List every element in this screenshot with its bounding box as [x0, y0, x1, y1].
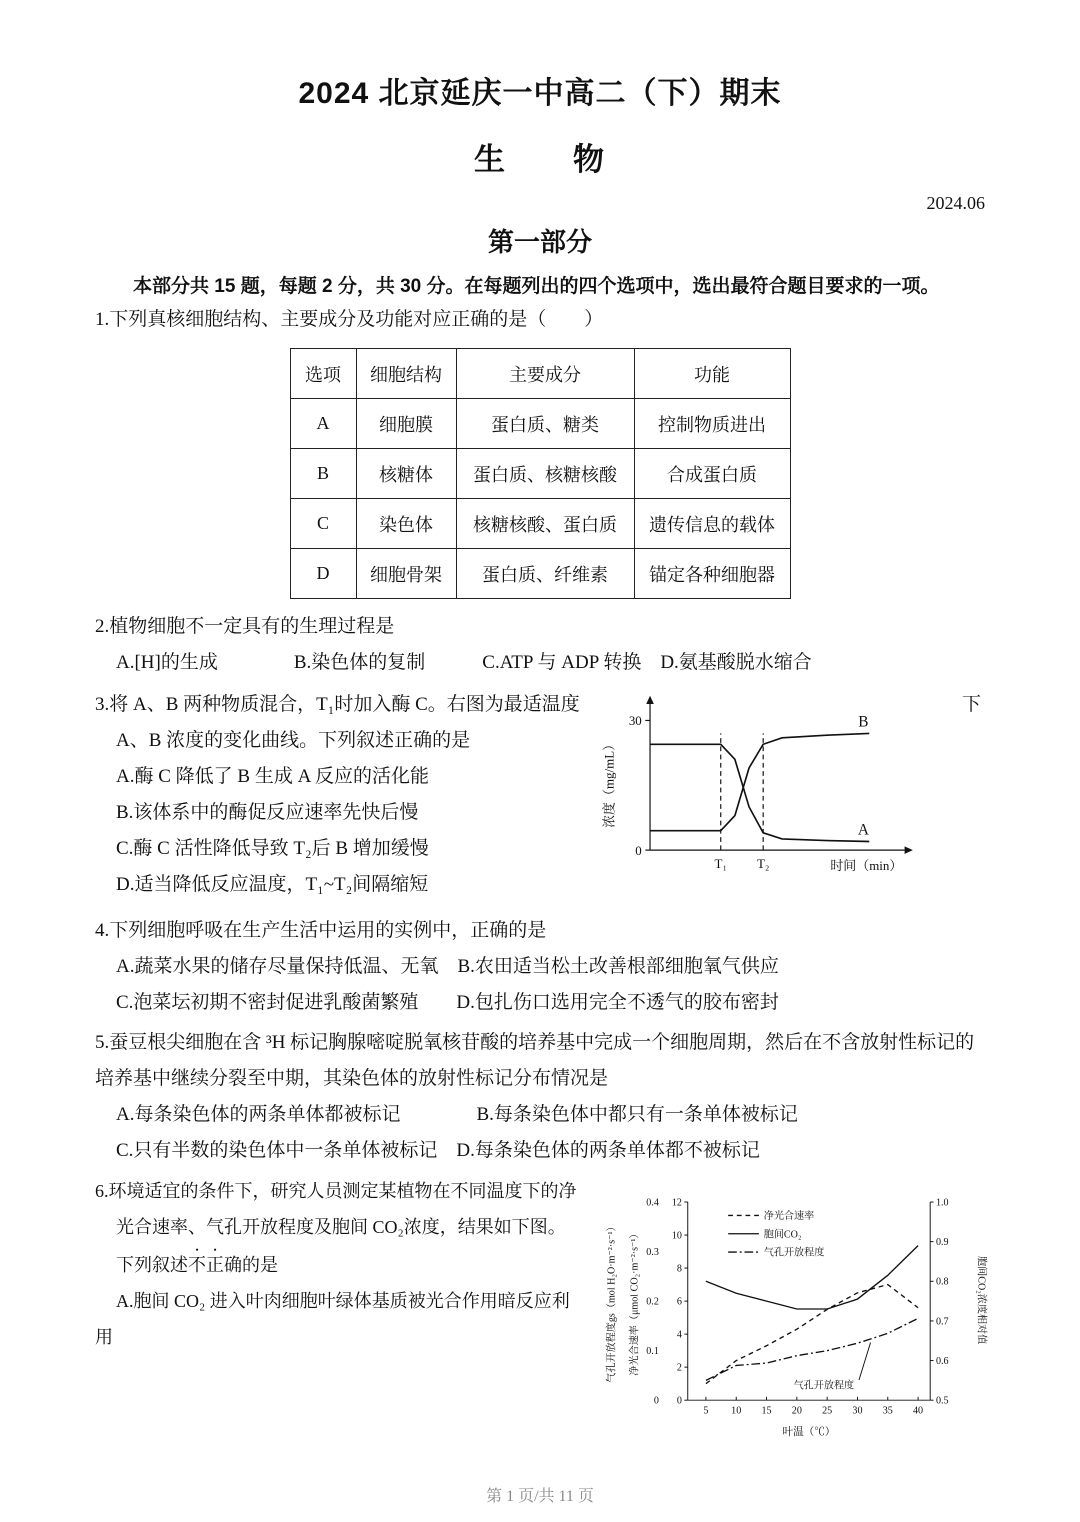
right-axis-label: 胞间CO₂浓度相对值	[975, 1256, 987, 1345]
q1-cell: 蛋白质、核糖核酸	[456, 449, 634, 499]
legend-label-净光合速率: 净光合速率	[763, 1211, 815, 1223]
left-outer-tick-label: 0.3	[646, 1246, 659, 1258]
q1-cell: 合成蛋白质	[634, 449, 790, 499]
q1-cell: B	[290, 449, 356, 499]
q1-table	[290, 348, 791, 599]
q1-cell: 蛋白质、纤维素	[456, 549, 634, 599]
q1-header-cell: 选项	[290, 349, 356, 399]
question-4	[95, 913, 985, 1021]
x-tick-label: 35	[882, 1405, 893, 1417]
q2-stem: 2.植物细胞不一定具有的生理过程是	[95, 616, 395, 637]
series-curve-气孔开放程度	[706, 1318, 918, 1380]
exam-date: 2024.06	[926, 193, 985, 213]
section-instructions: 本部分共 15 题，每题 2 分，共 30 分。在每题列出的四个选项中，选出最符合题目要求的一项。	[133, 276, 940, 297]
q3-stem-line1: 3.将 A、B 两种物质混合，T₁时加入酶 C。右图为最适温度	[95, 694, 580, 715]
left-outer-tick-label: 0.2	[646, 1296, 659, 1308]
question-3	[95, 687, 985, 909]
q1-cell: 锚定各种细胞器	[634, 549, 790, 599]
right-tick-label: 0.5	[935, 1395, 949, 1407]
q1-cell: 控制物质进出	[634, 399, 790, 449]
q1-table-row	[290, 449, 790, 499]
q5-options-ab: A.每条染色体的两条单体都被标记 B.每条染色体中都只有一条单体被标记	[116, 1104, 798, 1125]
q1-cell: D	[290, 549, 356, 599]
question-1	[95, 302, 985, 599]
y-axis-label: 浓度（mg/mL）	[601, 737, 617, 828]
right-tick-label: 1.0	[935, 1197, 949, 1209]
x-tick-label: 40	[913, 1405, 924, 1417]
y-tick-label: 30	[628, 713, 642, 729]
q1-cell: 遗传信息的载体	[634, 499, 790, 549]
legend-label-胞间CO₂: 胞间CO₂	[763, 1229, 802, 1241]
left-outer-tick-label: 0	[653, 1395, 659, 1407]
right-tick-label: 0.9	[935, 1237, 949, 1249]
q1-cell: 核糖体	[356, 449, 456, 499]
exam-subject: 生 物	[474, 142, 606, 177]
q1-cell: 核糖核酸、蛋白质	[456, 499, 634, 549]
legend-label-气孔开放程度: 气孔开放程度	[763, 1247, 825, 1259]
q3-option-a: A.酶 C 降低了 B 生成 A 反应的活化能	[116, 766, 429, 787]
right-tick-label: 0.7	[935, 1316, 949, 1328]
x-tick-label: 30	[852, 1405, 863, 1417]
q1-cell: A	[290, 399, 356, 449]
series-label-B: B	[858, 713, 869, 731]
q6-option-a-line1: A.胞间 CO₂ 进入叶肉细胞叶绿体基质被光合作用暗反应利	[116, 1291, 570, 1311]
q4-options-ab: A.蔬菜水果的储存尽量保持低温、无氧 B.农田适当松土改善根部细胞氧气供应	[116, 956, 779, 977]
q4-stem: 4.下列细胞呼吸在生产生活中运用的实例中，正确的是	[95, 920, 547, 941]
q5-stem-line1: 5.蚕豆根尖细胞在含 ³H 标记胸腺嘧啶脱氧核苷酸的培养基中完成一个细胞周期，然后在不含放射性标记的	[95, 1032, 975, 1053]
left-outer-axis-label: 气孔开放程度gs（mol H₂O·m⁻²·s⁻¹）	[606, 1221, 618, 1383]
enzyme-concentration-chart	[597, 691, 927, 889]
q5-stem-line2: 培养基中继续分裂至中期，其染色体的放射性标记分布情况是	[95, 1068, 609, 1089]
q3-option-b: B.该体系中的酶促反应速率先快后慢	[116, 802, 419, 823]
right-tick-label: 0.6	[935, 1355, 949, 1367]
q1-header-cell: 细胞结构	[356, 349, 456, 399]
question-5	[95, 1025, 985, 1169]
x-tick-label: T₂	[756, 855, 770, 871]
section-title: 第一部分	[487, 227, 592, 257]
left-inner-tick-label: 12	[671, 1197, 682, 1209]
y-tick-label: 0	[635, 842, 642, 858]
x-tick-label: 20	[791, 1405, 802, 1417]
q1-table-header-row	[290, 349, 790, 399]
x-tick-label: 10	[731, 1405, 742, 1417]
series-curve-A	[650, 744, 869, 841]
annotation-label: 气孔开放程度	[793, 1380, 855, 1392]
q3-option-c: C.酶 C 活性降低导致 T₂后 B 增加缓慢	[116, 838, 429, 859]
q6-stem-line3-prefix: 下列叙述	[116, 1255, 188, 1275]
left-inner-tick-label: 6	[676, 1296, 682, 1308]
q1-table-row	[290, 499, 790, 549]
q1-header-cell: 主要成分	[456, 349, 634, 399]
exam-title: 2024 北京延庆一中高二（下）期末	[298, 77, 782, 110]
q1-table-row	[290, 549, 790, 599]
question-6	[95, 1173, 985, 1465]
x-tick-label: T₁	[714, 855, 727, 871]
q1-table-row	[290, 399, 790, 449]
q6-option-a-line2: 用	[95, 1327, 113, 1347]
x-tick-label: 5	[703, 1405, 709, 1417]
q1-header-cell: 功能	[634, 349, 790, 399]
left-inner-tick-label: 4	[676, 1329, 682, 1341]
q1-cell: C	[290, 499, 356, 549]
q1-cell: 细胞骨架	[356, 549, 456, 599]
q5-options-cd: C.只有半数的染色体中一条单体被标记 D.每条染色体的两条单体都不被标记	[116, 1140, 760, 1161]
q1-cell: 细胞膜	[356, 399, 456, 449]
photosynthesis-chart	[603, 1177, 988, 1456]
y-axis-arrow-icon	[646, 696, 654, 704]
q6-chart-figure	[603, 1177, 988, 1461]
series-label-A: A	[857, 821, 869, 839]
q1-cell: 蛋白质、糖类	[456, 399, 634, 449]
x-axis-label: 叶温（℃）	[782, 1426, 836, 1438]
q3-chart-figure	[597, 691, 927, 894]
right-tick-label: 0.8	[935, 1276, 949, 1288]
q4-options-cd: C.泡菜坛初期不密封促进乳酸菌繁殖 D.包扎伤口选用完全不透气的胶布密封	[116, 992, 779, 1013]
q6-stem-line3-emphasis: 不正	[188, 1255, 224, 1275]
left-inner-tick-label: 0	[676, 1395, 682, 1407]
x-tick-label: 25	[822, 1405, 833, 1417]
q6-stem-line2: 光合速率、气孔开放程度及胞间 CO₂浓度，结果如下图。	[116, 1217, 566, 1237]
q2-options: A.[H]的生成 B.染色体的复制 C.ATP 与 ADP 转换 D.氨基酸脱水缩合	[116, 652, 812, 673]
q3-stem-overflow: 下	[961, 694, 981, 715]
series-curve-B	[650, 733, 869, 830]
left-inner-tick-label: 10	[671, 1230, 682, 1242]
q1-stem: 1.下列真核细胞结构、主要成分及功能对应正确的是（ ）	[95, 309, 604, 330]
left-inner-tick-label: 8	[676, 1263, 682, 1275]
annotation-leader-line	[859, 1342, 871, 1380]
q6-stem-line3-suffix: 确的是	[224, 1255, 278, 1275]
q3-option-d: D.适当降低反应温度，T₁~T₂间隔缩短	[116, 874, 429, 895]
page-footer: 第 1 页/共 11 页	[486, 1488, 594, 1505]
left-outer-tick-label: 0.1	[646, 1346, 659, 1358]
x-axis-arrow-icon	[905, 846, 913, 854]
question-2	[95, 609, 985, 681]
q3-stem-line2: A、B 浓度的变化曲线。下列叙述正确的是	[116, 730, 471, 751]
left-inner-axis-label: 净光合速率（μmol CO₂·m⁻²·s⁻¹）	[629, 1228, 641, 1376]
x-axis-label: 时间（min）	[830, 858, 903, 874]
q1-cell: 染色体	[356, 499, 456, 549]
left-outer-tick-label: 0.4	[646, 1197, 659, 1209]
q6-stem-line1: 6.环境适宜的条件下，研究人员测定某植物在不同温度下的净	[95, 1181, 577, 1201]
left-inner-tick-label: 2	[676, 1362, 682, 1374]
x-tick-label: 15	[761, 1405, 772, 1417]
